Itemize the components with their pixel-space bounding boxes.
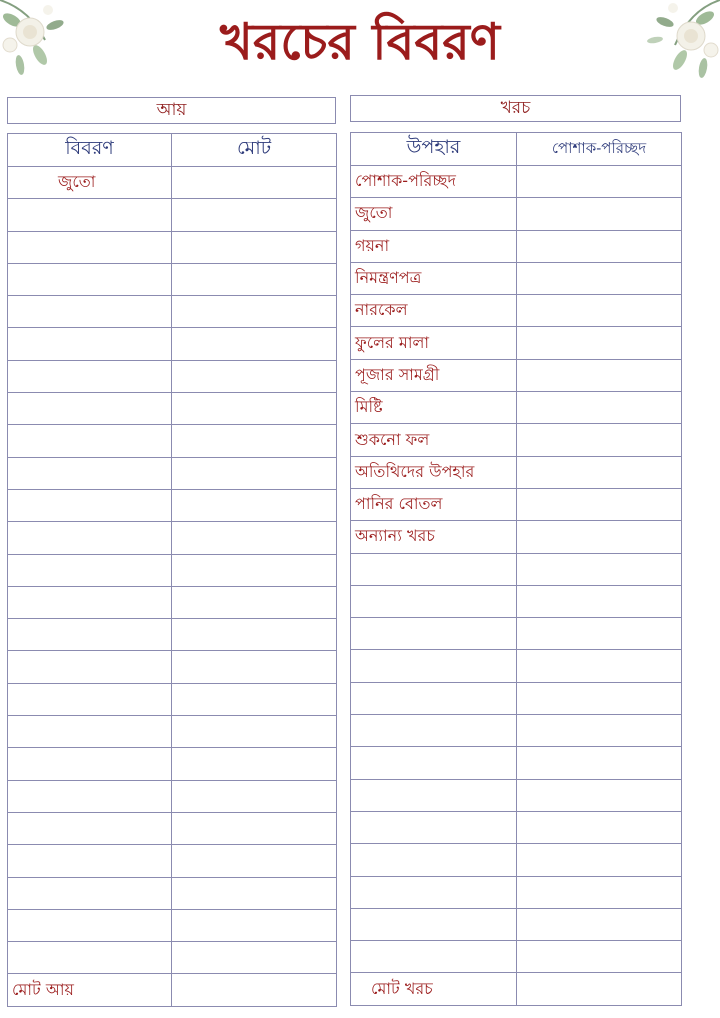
expense-amount-cell[interactable] [517, 650, 682, 682]
income-total-value[interactable] [172, 974, 337, 1006]
table-row [8, 651, 337, 683]
expense-item-cell[interactable] [351, 585, 517, 617]
expense-col-clothing: পোশাক-পরিচ্ছদ [517, 133, 682, 166]
expense-amount-cell[interactable] [517, 198, 682, 230]
table-row [351, 198, 682, 230]
income-item-cell[interactable]: জুতো [8, 167, 172, 199]
table-row [8, 199, 337, 231]
income-amount-cell[interactable] [172, 651, 337, 683]
table-row [8, 716, 337, 748]
expense-amount-cell[interactable] [517, 327, 682, 359]
expense-item-cell[interactable] [351, 747, 517, 779]
expense-item-cell[interactable] [351, 811, 517, 843]
expense-amount-cell[interactable] [517, 876, 682, 908]
table-row [8, 748, 337, 780]
income-item-cell[interactable] [8, 263, 172, 295]
table-row [351, 262, 682, 294]
table-row [8, 780, 337, 812]
income-amount-cell[interactable] [172, 716, 337, 748]
income-total-label: মোট আয় [8, 974, 172, 1006]
table-row [351, 715, 682, 747]
table-row [8, 457, 337, 489]
income-amount-cell[interactable] [172, 845, 337, 877]
income-item-cell[interactable] [8, 199, 172, 231]
income-item-cell[interactable] [8, 942, 172, 974]
income-item-cell[interactable] [8, 651, 172, 683]
expense-item-cell[interactable]: অন্যান্য খরচ [351, 521, 517, 553]
income-amount-cell[interactable] [172, 619, 337, 651]
table-row [8, 393, 337, 425]
expense-item-cell[interactable]: জুতো [351, 198, 517, 230]
expense-item-cell[interactable] [351, 779, 517, 811]
income-item-cell[interactable] [8, 425, 172, 457]
income-item-cell[interactable] [8, 812, 172, 844]
income-table [7, 133, 337, 1007]
income-amount-cell[interactable] [172, 167, 337, 199]
expense-item-cell[interactable] [351, 618, 517, 650]
table-row [351, 908, 682, 940]
table-row [351, 747, 682, 779]
expense-amount-cell[interactable] [517, 811, 682, 843]
expense-item-cell[interactable]: গয়না [351, 230, 517, 262]
expense-amount-cell[interactable] [517, 166, 682, 198]
expense-amount-cell[interactable] [517, 585, 682, 617]
expense-item-cell[interactable]: নারকেল [351, 295, 517, 327]
income-item-cell[interactable] [8, 780, 172, 812]
income-amount-cell[interactable] [172, 942, 337, 974]
income-amount-cell[interactable] [172, 199, 337, 231]
expense-amount-cell[interactable] [517, 295, 682, 327]
income-item-cell[interactable] [8, 328, 172, 360]
income-amount-cell[interactable] [172, 748, 337, 780]
table-row [351, 166, 682, 198]
table-row [351, 327, 682, 359]
table-row [8, 522, 337, 554]
income-item-cell[interactable] [8, 360, 172, 392]
table-row [351, 488, 682, 520]
expense-amount-cell[interactable] [517, 392, 682, 424]
expense-amount-cell[interactable] [517, 844, 682, 876]
table-row [8, 554, 337, 586]
table-row [8, 167, 337, 199]
table-row [8, 877, 337, 909]
income-amount-cell[interactable] [172, 586, 337, 618]
expense-item-cell[interactable] [351, 553, 517, 585]
income-total-row [8, 974, 337, 1006]
expense-total-label: মোট খরচ [351, 973, 517, 1005]
expense-amount-cell[interactable] [517, 779, 682, 811]
table-row [8, 328, 337, 360]
table-row [351, 650, 682, 682]
expense-amount-cell[interactable] [517, 424, 682, 456]
expense-item-cell[interactable] [351, 715, 517, 747]
income-col-total: মোট [172, 134, 337, 167]
table-row [351, 295, 682, 327]
expense-item-cell[interactable] [351, 844, 517, 876]
expense-amount-cell[interactable] [517, 262, 682, 294]
expense-table [350, 132, 682, 1006]
expense-item-cell[interactable] [351, 908, 517, 940]
table-row [351, 941, 682, 973]
income-item-cell[interactable] [8, 522, 172, 554]
income-amount-cell[interactable] [172, 812, 337, 844]
expense-amount-cell[interactable] [517, 521, 682, 553]
expense-item-cell[interactable]: ফুলের মালা [351, 327, 517, 359]
income-amount-cell[interactable] [172, 457, 337, 489]
expense-amount-cell[interactable] [517, 618, 682, 650]
expense-item-cell[interactable]: পানির বোতল [351, 488, 517, 520]
income-item-cell[interactable] [8, 231, 172, 263]
expense-item-cell[interactable]: পোশাক-পরিচ্ছদ [351, 166, 517, 198]
income-item-cell[interactable] [8, 296, 172, 328]
income-amount-cell[interactable] [172, 522, 337, 554]
expense-amount-cell[interactable] [517, 230, 682, 262]
table-row [8, 231, 337, 263]
table-row [351, 876, 682, 908]
income-amount-cell[interactable] [172, 328, 337, 360]
expense-amount-cell[interactable] [517, 359, 682, 391]
table-row [351, 230, 682, 262]
table-row [351, 359, 682, 391]
income-amount-cell[interactable] [172, 877, 337, 909]
table-row [8, 586, 337, 618]
income-amount-cell[interactable] [172, 231, 337, 263]
table-row [351, 424, 682, 456]
income-item-cell[interactable] [8, 716, 172, 748]
expense-item-cell[interactable]: শুকনো ফল [351, 424, 517, 456]
income-amount-cell[interactable] [172, 360, 337, 392]
expense-item-cell[interactable] [351, 650, 517, 682]
expense-col-gift: উপহার [351, 133, 517, 166]
income-amount-cell[interactable] [172, 425, 337, 457]
income-item-cell[interactable] [8, 393, 172, 425]
expense-amount-cell[interactable] [517, 747, 682, 779]
expense-amount-cell[interactable] [517, 488, 682, 520]
expense-item-cell[interactable] [351, 876, 517, 908]
page-title: খরচের বিবরণ [219, 12, 501, 71]
table-row [351, 585, 682, 617]
expense-amount-cell[interactable] [517, 456, 682, 488]
income-amount-cell[interactable] [172, 780, 337, 812]
expense-item-cell[interactable] [351, 682, 517, 714]
expense-item-cell[interactable]: অতিথিদের উপহার [351, 456, 517, 488]
income-amount-cell[interactable] [172, 909, 337, 941]
income-amount-cell[interactable] [172, 683, 337, 715]
income-item-cell[interactable] [8, 489, 172, 521]
expense-item-cell[interactable]: পূজার সামগ্রী [351, 359, 517, 391]
table-row [351, 553, 682, 585]
table-row [8, 845, 337, 877]
table-row [351, 618, 682, 650]
table-row [8, 812, 337, 844]
income-col-description: বিবরণ [8, 134, 172, 167]
income-amount-cell[interactable] [172, 554, 337, 586]
expense-amount-cell[interactable] [517, 715, 682, 747]
income-item-cell[interactable] [8, 683, 172, 715]
income-item-cell[interactable] [8, 554, 172, 586]
income-item-cell[interactable] [8, 586, 172, 618]
table-row [8, 942, 337, 974]
table-row [351, 779, 682, 811]
income-item-cell[interactable] [8, 619, 172, 651]
expense-amount-cell[interactable] [517, 682, 682, 714]
table-row [351, 456, 682, 488]
expense-amount-cell[interactable] [517, 941, 682, 973]
table-row [8, 296, 337, 328]
expense-item-cell[interactable] [351, 941, 517, 973]
table-row [351, 844, 682, 876]
income-item-cell[interactable] [8, 877, 172, 909]
expense-heading: খরচ [350, 95, 681, 122]
income-heading: আয় [7, 97, 336, 124]
income-item-cell[interactable] [8, 457, 172, 489]
table-row [351, 392, 682, 424]
table-row [351, 682, 682, 714]
table-row [8, 263, 337, 295]
expense-total-value[interactable] [517, 973, 682, 1005]
table-row [351, 811, 682, 843]
income-item-cell[interactable] [8, 845, 172, 877]
expense-item-cell[interactable]: নিমন্ত্রণপত্র [351, 262, 517, 294]
table-row [8, 683, 337, 715]
income-amount-cell[interactable] [172, 263, 337, 295]
expense-item-cell[interactable]: মিষ্টি [351, 392, 517, 424]
income-item-cell[interactable] [8, 748, 172, 780]
table-row [8, 489, 337, 521]
expense-amount-cell[interactable] [517, 553, 682, 585]
table-row [8, 360, 337, 392]
income-amount-cell[interactable] [172, 393, 337, 425]
income-amount-cell[interactable] [172, 296, 337, 328]
income-item-cell[interactable] [8, 909, 172, 941]
expense-total-row [351, 973, 682, 1005]
table-row [8, 619, 337, 651]
table-row [8, 425, 337, 457]
table-row [351, 521, 682, 553]
table-row [8, 909, 337, 941]
income-amount-cell[interactable] [172, 489, 337, 521]
expense-amount-cell[interactable] [517, 908, 682, 940]
